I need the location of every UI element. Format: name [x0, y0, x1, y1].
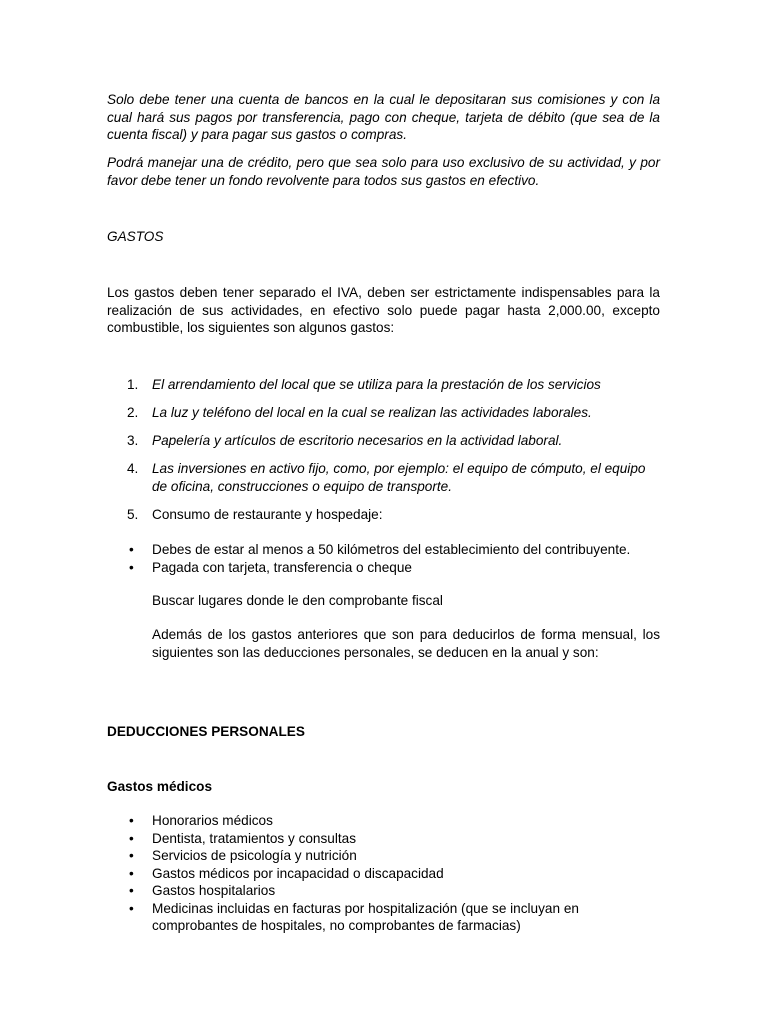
list-item: [107, 900, 660, 935]
bullet-icon: •: [129, 813, 134, 828]
note-deducciones: Además de los gastos anteriores que son para deducirlos de forma mensual, los siguientes son las deducciones personales, se deducen en la anual y son:: [152, 627, 660, 660]
list-number: 2.: [127, 405, 139, 420]
restaurant-conditions-list: [107, 541, 660, 576]
list-item-text: Papelería y artículos de escritorio necesarios en la actividad laboral.: [152, 433, 563, 448]
list-number: 3.: [127, 433, 139, 448]
list-number: 4.: [127, 461, 139, 476]
bullet-icon: •: [129, 883, 134, 898]
list-item: [107, 847, 660, 865]
list-item: [107, 559, 660, 577]
list-item: [107, 541, 660, 559]
bullet-icon: •: [129, 559, 134, 575]
list-item-text: El arrendamiento del local que se utiliza para la prestación de los servicios: [152, 377, 601, 392]
intro-paragraph-2: Podrá manejar una de crédito, pero que sea solo para uso exclusivo de su actividad, y por favor debe tener un fondo revolvente para todos sus gastos en efectivo.: [107, 155, 660, 188]
list-item-text: Honorarios médicos: [152, 813, 273, 828]
list-item: [107, 865, 660, 883]
gastos-medicos-subheading: Gastos médicos: [107, 779, 213, 794]
list-item-text: Medicinas incluidas en facturas por hospitalización (que se incluyan en comprobantes de hospitales, no comprobantes de farmacias): [152, 900, 579, 933]
list-item: [107, 882, 660, 900]
list-item-text: Debes de estar al menos a 50 kilómetros del establecimiento del contribuyente.: [152, 542, 631, 557]
list-item-text: Dentista, tratamientos y consultas: [152, 830, 356, 846]
list-item-text: Servicios de psicología y nutrición: [152, 848, 357, 863]
gastos-heading: GASTOS: [107, 229, 164, 244]
list-item-text: Las inversiones en activo fijo, como, por ejemplo: el equipo de cómputo, el equipo de oficina, construcciones o equipo de transporte.: [152, 461, 646, 494]
list-item-text: Gastos hospitalarios: [152, 883, 276, 898]
gastos-medicos-list: [107, 812, 660, 935]
list-item-text: Pagada con tarjeta, transferencia o cheque: [152, 559, 412, 575]
bullet-icon: •: [129, 848, 134, 863]
bullet-icon: •: [129, 865, 134, 881]
list-item: [107, 830, 660, 848]
bullet-icon: •: [129, 900, 134, 916]
bullet-icon: •: [129, 830, 134, 846]
intro-paragraph-1: Solo debe tener una cuenta de bancos en la cual le depositaran sus comisiones y con la cual hará sus pagos por transferencia, pago con cheque, tarjeta de débito (que sea de la cuenta fiscal) y para pagar sus gastos o compras.: [107, 92, 660, 142]
list-number: 5.: [127, 507, 139, 522]
list-item-text: Consumo de restaurante y hospedaje:: [152, 507, 383, 522]
bullet-icon: •: [129, 542, 134, 557]
list-item: [107, 812, 660, 830]
list-item-text: La luz y teléfono del local en la cual se realizan las actividades laborales.: [152, 405, 592, 420]
list-number: 1.: [127, 377, 139, 392]
list-item-text: Gastos médicos por incapacidad o discapacidad: [152, 865, 444, 881]
gastos-body: Los gastos deben tener separado el IVA, deben ser estrictamente indispensables para la realización de sus actividades, en efectivo solo puede pagar hasta 2,000.00, excepto combustible, los siguientes son algunos gastos:: [107, 285, 660, 335]
note-comprobante: Buscar lugares donde le den comprobante fiscal: [152, 593, 443, 608]
deducciones-heading: DEDUCCIONES PERSONALES: [107, 724, 305, 739]
